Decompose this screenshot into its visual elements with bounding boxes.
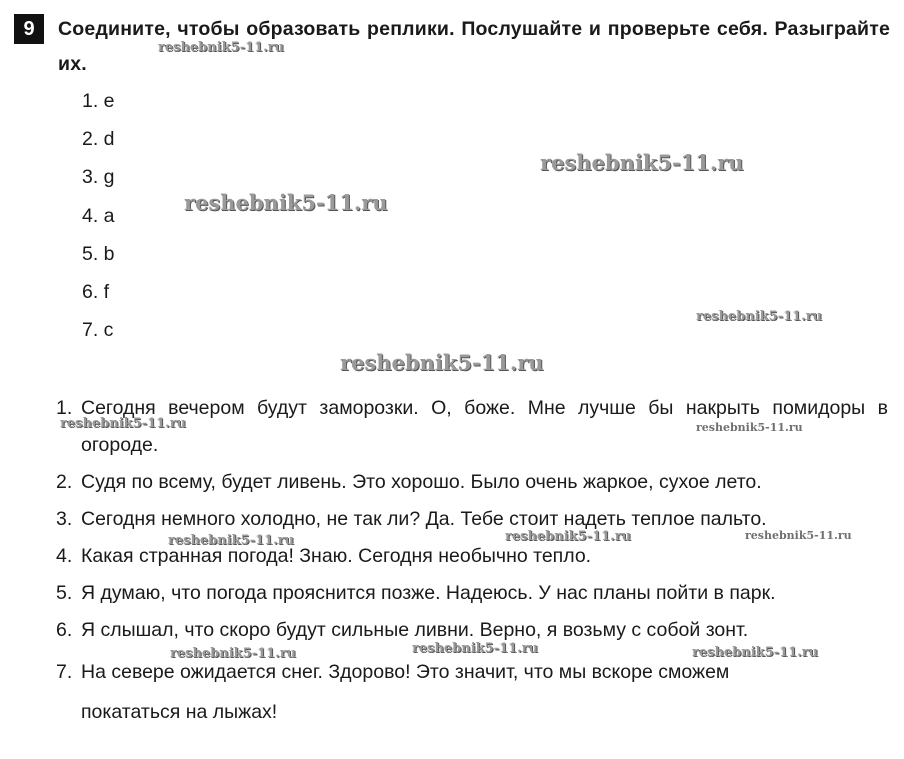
answer-item: 6. f <box>82 280 110 303</box>
dialogue-number: 2. <box>56 471 73 493</box>
answer-item: 4. a <box>82 204 115 227</box>
task-instruction: Соедините, чтобы образовать реплики. Послушайте и проверьте себя. Разыграйте их. <box>58 18 890 75</box>
dialogue-item <box>56 464 888 501</box>
dialogue-text: На севере ожидается снег. Здорово! Это значит, что мы вскоре сможем <box>81 661 730 683</box>
watermark-text: reshebnik5-11.ru <box>692 645 819 660</box>
answer-item: 5. b <box>82 242 115 265</box>
answer-item: 2. d <box>82 128 115 151</box>
dialogue-item <box>56 501 888 538</box>
watermark-text: reshebnik5-11.ru <box>745 529 852 542</box>
watermark-text: reshebnik5-11.ru <box>158 40 285 55</box>
dialogue-text: Судя по всему, будет ливень. Это хорошо. Было очень жаркое, сухое лето. <box>81 471 762 493</box>
watermark-text: reshebnik5-11.ru <box>412 641 539 656</box>
task-number-badge: 9 <box>14 14 44 44</box>
answer-item: 1. e <box>82 90 115 112</box>
watermark-text: reshebnik5-11.ru <box>696 421 803 434</box>
watermark-text: reshebnik5-11.ru <box>696 309 823 324</box>
dialogue-number: 3. <box>56 508 73 530</box>
dialogue-text: Сегодня вечером будут заморозки. О, боже. Мне лучше бы накрыть помидоры в огороде. <box>81 397 888 456</box>
answer-list <box>82 86 115 353</box>
dialogue-item <box>56 653 888 731</box>
dialogue-item <box>56 575 888 612</box>
dialogue-number: 5. <box>56 582 73 604</box>
task-header <box>14 12 890 82</box>
dialogue-text: Какая странная погода! Знаю. Сегодня необычно тепло. <box>81 545 592 567</box>
watermark-text: reshebnik5-11.ru <box>340 350 544 375</box>
watermark-text: reshebnik5-11.ru <box>540 150 744 175</box>
dialogue-item <box>56 390 888 464</box>
dialogue-list <box>56 390 888 731</box>
dialogue-number: 1. <box>56 397 73 419</box>
watermark-text: reshebnik5-11.ru <box>184 190 388 215</box>
dialogue-text: Я думаю, что погода прояснится позже. Надеюсь. У нас планы пойти в парк. <box>81 582 776 604</box>
watermark-text: reshebnik5-11.ru <box>60 416 187 431</box>
dialogue-item <box>56 612 888 649</box>
dialogue-text-continuation: покататься на лыжах! <box>81 701 278 723</box>
dialogue-number: 6. <box>56 619 73 641</box>
dialogue-text: Я слышал, что скоро будут сильные ливни. Верно, я возьму с собой зонт. <box>81 619 749 641</box>
answer-item: 3. g <box>82 166 115 189</box>
watermark-text: reshebnik5-11.ru <box>168 533 295 548</box>
dialogue-text: Сегодня немного холодно, не так ли? Да. Тебе стоит надеть теплое пальто. <box>81 508 767 530</box>
dialogue-number: 7. <box>56 661 73 683</box>
dialogue-number: 4. <box>56 545 73 567</box>
answer-item: 7. c <box>82 319 114 342</box>
watermark-text: reshebnik5-11.ru <box>505 529 632 544</box>
watermark-text: reshebnik5-11.ru <box>170 646 297 661</box>
dialogue-item <box>56 538 888 575</box>
